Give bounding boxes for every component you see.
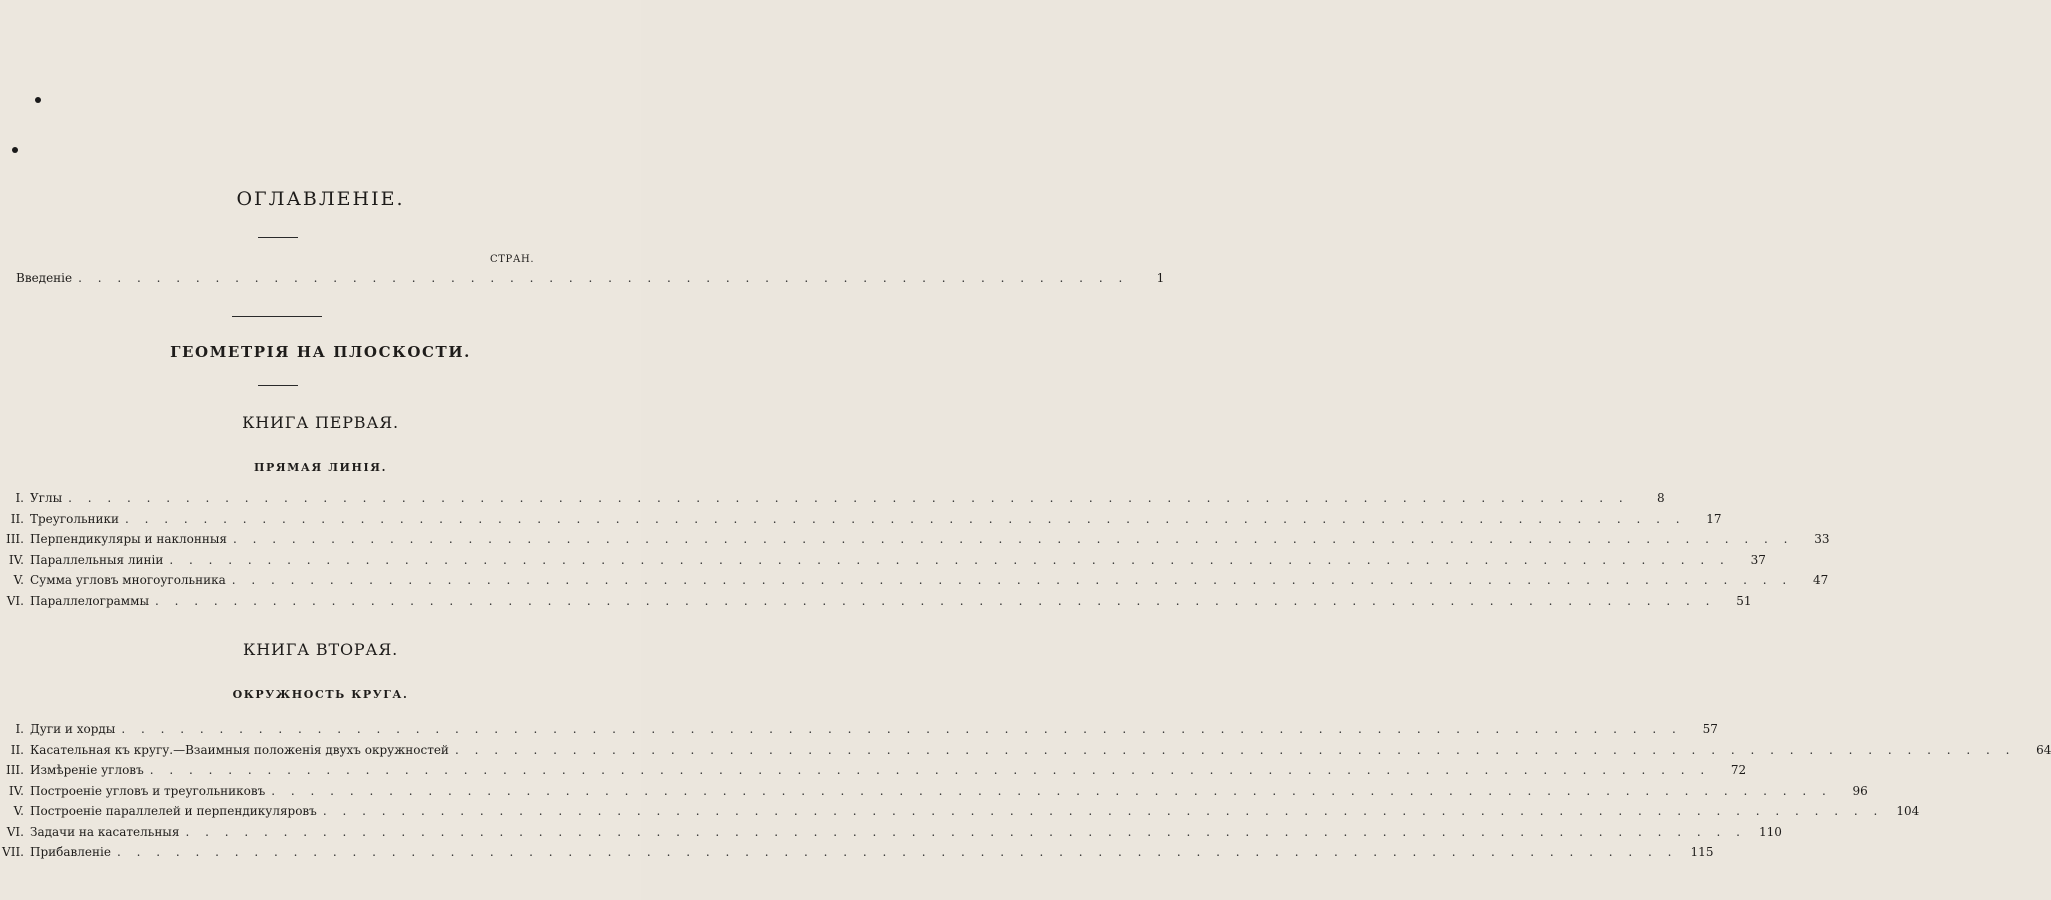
toc-entry-label: Задачи на касательныя <box>30 824 180 839</box>
leader-dots: . . . . . . . . . . . . . . . . . . . . . . . . . . . . . . . . . . . . . . . . . . . . . . . . . . . . . . . . . . . . . . . . . . . . . . . . . . . . . . . . <box>116 845 1678 859</box>
toc-entry-label: Касательная къ кругу.—Взаимныя положенія двухъ окружностей <box>30 742 449 757</box>
toc-entry <box>0 783 1868 800</box>
toc-entry-number: VI. <box>6 824 24 839</box>
toc-entry-label: Прибавленіе <box>30 845 111 859</box>
toc-entry-number: I. <box>15 491 24 505</box>
toc-entry <box>0 824 1782 841</box>
toc-entry <box>0 490 1665 507</box>
leader-dots: . . . . . . . . . . . . . . . . . . . . . . . . . . . . . . . . . . . . . . . . . . . . . . . . . . . . . . <box>78 271 1129 285</box>
leader-dots: . . . . . . . . . . . . . . . . . . . . . . . . . . . . . . . . . . . . . . . . . . . . . . . . . . . . . . . . . . . . . . . . . . . . . . . . . . . . . . . . <box>232 532 1794 546</box>
book1-title: КНИГА ПЕРВАЯ. <box>242 413 399 432</box>
toc-entry-label: Параллелограммы <box>30 593 149 608</box>
toc-entry-label: Треугольники <box>30 511 120 526</box>
leader-dots: . . . . . . . . . . . . . . . . . . . . . . . . . . . . . . . . . . . . . . . . . . . . . . . . . . . . . . . . . . . . . . . . . . . . . . . . . . . . . . . . <box>121 722 1682 736</box>
toc-entry-number: IV. <box>8 783 24 798</box>
toc-entry-number: VII. <box>2 845 24 859</box>
toc-entry-label: Построеніе угловъ и треугольниковъ <box>30 783 266 798</box>
toc-entry <box>0 511 1722 528</box>
book1-subtitle: ПРЯМАЯ ЛИНІЯ. <box>253 461 387 474</box>
toc-entry <box>0 721 1718 738</box>
toc-entry-number: III. <box>5 532 24 546</box>
binding-hole-bottom <box>12 147 18 153</box>
toc-entry-number: VI. <box>6 593 24 608</box>
leader-dots: . . . . . . . . . . . . . . . . . . . . . . . . . . . . . . . . . . . . . . . . . . . . . . . . . . . . . . . . . . . . . . . . . . . . . . . . . . . . . . . . <box>149 763 1711 777</box>
leader-dots: . . . . . . . . . . . . . . . . . . . . . . . . . . . . . . . . . . . . . . . . . . . . . . . . . . . . . . . . . . . . . . . . . . . . . . . . . . . . . . . . <box>155 593 1716 608</box>
leader-dots: . . . . . . . . . . . . . . . . . . . . . . . . . . . . . . . . . . . . . . . . . . . . . . . . . . . . . . . . . . . . . . . . . . . . . . . . . . . . . . . . <box>125 511 1686 526</box>
toc-entry-page: 115 <box>1690 845 1714 859</box>
toc-entry-label: Параллельныя линіи <box>30 552 164 567</box>
toc-entry-number: I. <box>15 722 24 736</box>
toc-entry-page: 64 <box>2036 742 2051 757</box>
divider-2 <box>232 316 322 317</box>
toc-entry-page: 17 <box>1706 511 1722 526</box>
book2-title: КНИГА ВТОРАЯ. <box>243 640 398 659</box>
leader-dots: . . . . . . . . . . . . . . . . . . . . . . . . . . . . . . . . . . . . . . . . . . . . . . . . . . . . . . . . . . . . . . . . . . . . . . . . . . . . . . . . <box>185 824 1746 839</box>
toc-entry-intro <box>16 270 1165 287</box>
leader-dots: . . . . . . . . . . . . . . . . . . . . . . . . . . . . . . . . . . . . . . . . . . . . . . . . . . . . . . . . . . . . . . . . . . . . . . . . . . . . . . . . <box>322 804 1884 818</box>
toc-entry-label: Измѣреніе угловъ <box>30 763 144 777</box>
toc-entry-page: 51 <box>1736 593 1752 608</box>
toc-entry-page: 96 <box>1852 783 1868 798</box>
leader-dots: . . . . . . . . . . . . . . . . . . . . . . . . . . . . . . . . . . . . . . . . . . . . . . . . . . . . . . . . . . . . . . . . . . . . . . . . . . . . . . . . <box>231 573 1793 587</box>
toc-entry-number: IV. <box>8 552 24 567</box>
divider-3 <box>258 385 298 386</box>
toc-entry-label: Дуги и хорды <box>30 722 116 736</box>
binding-hole-top <box>35 97 41 103</box>
toc-entry <box>0 593 1752 610</box>
part-title: ГЕОМЕТРІЯ НА ПЛОСКОСТИ. <box>170 343 471 361</box>
toc-entry-number: II. <box>10 742 24 757</box>
toc-entry-page: 72 <box>1730 763 1747 777</box>
toc-entry-page: 33 <box>1814 532 1830 546</box>
toc-entry-page: 37 <box>1750 552 1766 567</box>
toc-entry <box>0 531 1830 548</box>
leader-dots: . . . . . . . . . . . . . . . . . . . . . . . . . . . . . . . . . . . . . . . . . . . . . . . . . . . . . . . . . . . . . . . . . . . . . . . . . . . . . . . . <box>271 783 1832 798</box>
toc-entry-page: 1 <box>1156 271 1165 285</box>
toc-entry-number: III. <box>5 763 24 777</box>
toc-entry-number: V. <box>13 804 24 818</box>
toc-entry-label: Построеніе параллелей и перпендикуляровъ <box>30 804 317 818</box>
toc-entry <box>0 803 1920 820</box>
page-title: ОГЛАВЛЕНІЕ. <box>236 188 405 210</box>
toc-entry-page: 110 <box>1759 824 1782 839</box>
toc-entry-label: Сумма угловъ многоугольника <box>30 573 226 587</box>
leader-dots: . . . . . . . . . . . . . . . . . . . . . . . . . . . . . . . . . . . . . . . . . . . . . . . . . . . . . . . . . . . . . . . . . . . . . . . . . . . . . . . . <box>68 491 1629 505</box>
toc-entry <box>0 572 1829 589</box>
toc-entry-label: Перпендикуляры и наклонныя <box>30 532 227 546</box>
divider-1 <box>258 237 298 238</box>
leader-dots: . . . . . . . . . . . . . . . . . . . . . . . . . . . . . . . . . . . . . . . . . . . . . . . . . . . . . . . . . . . . . . . . . . . . . . . . . . . . . . . . <box>169 552 1730 567</box>
toc-entry-label: Углы <box>30 491 63 505</box>
toc-entry-page: 8 <box>1657 491 1665 505</box>
page-column-header: СТРАН. <box>490 254 535 265</box>
toc-entry-number: II. <box>10 511 24 526</box>
toc-entry-page: 57 <box>1702 722 1718 736</box>
toc-entry <box>0 552 1766 569</box>
toc-entry-page: 47 <box>1812 573 1829 587</box>
toc-entry <box>0 762 1747 779</box>
toc-entry <box>0 844 1714 861</box>
toc-entry <box>0 742 2051 759</box>
toc-entry-label: Введеніе <box>16 271 73 285</box>
toc-entry-number: V. <box>13 573 24 587</box>
toc-entry-page: 104 <box>1896 804 1920 818</box>
book2-subtitle: ОКРУЖНОСТЬ КРУГА. <box>232 688 409 701</box>
leader-dots: . . . . . . . . . . . . . . . . . . . . . . . . . . . . . . . . . . . . . . . . . . . . . . . . . . . . . . . . . . . . . . . . . . . . . . . . . . . . . . . . <box>454 742 2016 757</box>
